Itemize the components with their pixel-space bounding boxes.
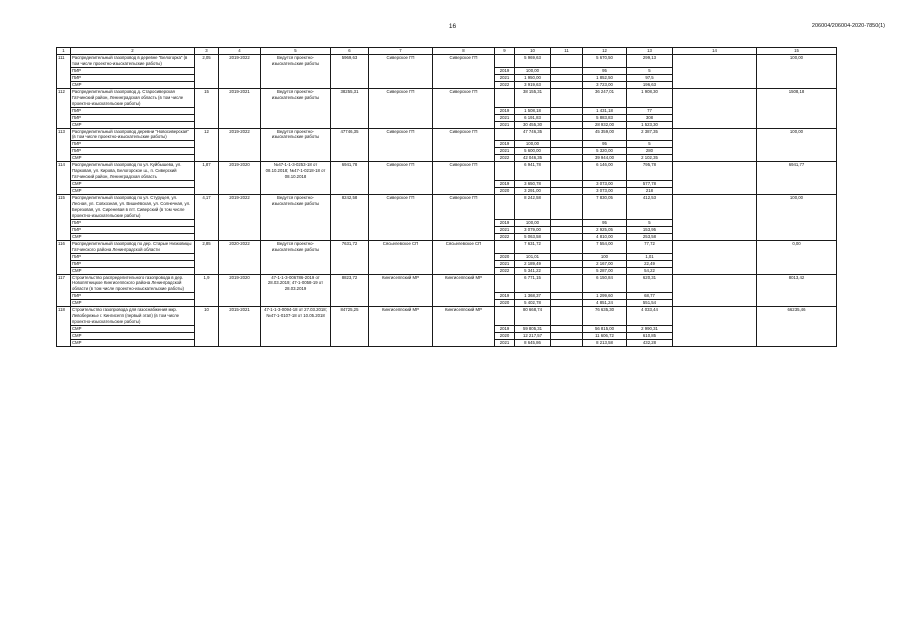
- financing-total: 5 063,58: [515, 233, 551, 240]
- spent-amount: 1508,18: [757, 88, 837, 128]
- financing-year: 2020: [495, 253, 515, 260]
- length-km: 2,05: [195, 55, 219, 89]
- financing-total: 100,00: [515, 141, 551, 148]
- object-row: [57, 162, 837, 181]
- column-number-13: 13: [627, 48, 673, 55]
- local-budget: 22,49: [627, 260, 673, 267]
- local-budget: 253,58: [627, 233, 673, 240]
- local-budget: 432,28: [627, 339, 673, 346]
- local-budget: 577,78: [627, 181, 673, 188]
- financing-total: 100,00: [515, 67, 551, 74]
- year-cell: [495, 88, 515, 107]
- municipality: Сиверское ГП: [433, 55, 495, 89]
- object-name: Строительство распределительного газопровода в дер. Новопятницкое Кингисеппского района Ленинградской области (в том числе проектно-изыскательские работы): [71, 274, 195, 293]
- federal-budget: [551, 67, 583, 74]
- financing-total: 80 668,74: [515, 307, 551, 326]
- financing-total: 30 455,30: [515, 121, 551, 128]
- federal-budget: [551, 162, 583, 181]
- column-number-4: 4: [219, 48, 261, 55]
- financing-total: 42 046,35: [515, 155, 551, 162]
- federal-budget: [551, 226, 583, 233]
- federal-budget: [551, 88, 583, 107]
- financing-total: 7 631,72: [515, 240, 551, 253]
- financing-year: 2021: [495, 114, 515, 121]
- object-name: Распределительный газопровод деревни "Новосиверская" (в том числе проектно-изыскательские работы): [71, 128, 195, 141]
- financing-total: 5 341,22: [515, 267, 551, 274]
- federal-budget: [551, 332, 583, 339]
- regional-budget: 95: [583, 141, 627, 148]
- financing-year: 2021: [495, 148, 515, 155]
- regional-budget: 4 810,00: [583, 233, 627, 240]
- local-budget: 299,13: [627, 55, 673, 68]
- other-sources: [673, 55, 757, 89]
- federal-budget: [551, 274, 583, 293]
- row-number: 111: [57, 55, 71, 89]
- other-sources: [673, 195, 757, 241]
- work-type: СМР: [71, 325, 195, 332]
- financing-total: 12 217,57: [515, 332, 551, 339]
- federal-budget: [551, 267, 583, 274]
- work-type: ПИР: [71, 74, 195, 81]
- spent-amount: 8013,42: [757, 274, 837, 307]
- customer: Сиверское ГП: [369, 195, 433, 241]
- financing-year: 2021: [495, 339, 515, 346]
- period: 2019-2022: [219, 195, 261, 241]
- financing-year: 2020: [495, 300, 515, 307]
- regional-budget: 28 932,00: [583, 121, 627, 128]
- work-type: СМР: [71, 155, 195, 162]
- period: 2020-2022: [219, 240, 261, 274]
- total-cost: 84725,25: [331, 307, 369, 347]
- customer: Сиверское ГП: [369, 88, 433, 128]
- local-budget: 1,01: [627, 253, 673, 260]
- local-budget: 551,54: [627, 300, 673, 307]
- period: 2019-2022: [219, 55, 261, 89]
- regional-budget: 36 247,01: [583, 88, 627, 107]
- customer: Кингисеппский МР: [369, 307, 433, 347]
- federal-budget: [551, 293, 583, 300]
- column-number-10: 10: [515, 48, 551, 55]
- municipality: Сиверское ГП: [433, 162, 495, 195]
- local-budget: 153,95: [627, 226, 673, 233]
- row-number: 118: [57, 307, 71, 347]
- financing-total: 1 368,37: [515, 293, 551, 300]
- municipality: Кингисеппский МР: [433, 307, 495, 347]
- local-budget: 5: [627, 67, 673, 74]
- expertise-status: Ведутся проектно-изыскательские работы: [261, 128, 331, 162]
- year-cell: [495, 274, 515, 293]
- object-row: [57, 88, 837, 107]
- local-budget: 280: [627, 148, 673, 155]
- length-km: 10: [195, 307, 219, 347]
- local-budget: 97,5: [627, 74, 673, 81]
- object-name: Строительство газопровода для газоснабжения мкр. Левобережье г. Кингисепп (первый этап) (в том числе проектно-изыскательские работы): [71, 307, 195, 326]
- object-name: Распределительный газопровод в деревне "Белогорка" (в том числе проектно-изыскательские работы): [71, 55, 195, 68]
- work-type: ПИР: [71, 107, 195, 114]
- local-budget: 54,22: [627, 267, 673, 274]
- work-type: СМР: [71, 121, 195, 128]
- financing-year: 2019: [495, 219, 515, 226]
- regional-budget: 39 944,00: [583, 155, 627, 162]
- regional-budget: 76 635,30: [583, 307, 627, 326]
- financing-year: 2020: [495, 188, 515, 195]
- period: 2019-2020: [219, 274, 261, 307]
- column-number-12: 12: [583, 48, 627, 55]
- local-budget: 77: [627, 107, 673, 114]
- financing-year: 2020: [495, 332, 515, 339]
- column-number-6: 6: [331, 48, 369, 55]
- period: 2015-2021: [219, 307, 261, 347]
- federal-budget: [551, 188, 583, 195]
- column-number-15: 15: [757, 48, 837, 55]
- financing-year: 2021: [495, 121, 515, 128]
- column-number-11: 11: [551, 48, 583, 55]
- financing-total: 5 600,00: [515, 148, 551, 155]
- object-row: [57, 195, 837, 220]
- financing-total: 38 155,31: [515, 88, 551, 107]
- local-budget: 5: [627, 219, 673, 226]
- row-number: 113: [57, 128, 71, 162]
- financing-total: 6 941,78: [515, 162, 551, 181]
- local-budget: 4 033,44: [627, 307, 673, 326]
- page-number: 16: [448, 23, 457, 30]
- federal-budget: [551, 181, 583, 188]
- municipality: Сясьелевское СП: [433, 240, 495, 274]
- other-sources: [673, 240, 757, 274]
- customer: Сясьелевское СП: [369, 240, 433, 274]
- regional-budget: 45 359,00: [583, 128, 627, 141]
- municipality: Кингисеппский МР: [433, 274, 495, 307]
- length-km: 4,17: [195, 195, 219, 241]
- customer: Кингисеппский МР: [369, 274, 433, 307]
- other-sources: [673, 128, 757, 162]
- financing-total: 3 919,63: [515, 81, 551, 88]
- federal-budget: [551, 114, 583, 121]
- length-km: 2,85: [195, 240, 219, 274]
- federal-budget: [551, 300, 583, 307]
- financing-year: 2022: [495, 267, 515, 274]
- federal-budget: [551, 325, 583, 332]
- total-cost: 7631,72: [331, 240, 369, 274]
- local-budget: 68,77: [627, 293, 673, 300]
- spent-amount: 100,00: [757, 55, 837, 89]
- work-type: ПИР: [71, 253, 195, 260]
- work-type: СМР: [71, 233, 195, 240]
- financing-total: 3 079,00: [515, 226, 551, 233]
- municipality: Сиверское ГП: [433, 195, 495, 241]
- column-number-3: 3: [195, 48, 219, 55]
- federal-budget: [551, 148, 583, 155]
- local-budget: 1 523,30: [627, 121, 673, 128]
- regional-budget: 7 554,00: [583, 240, 627, 253]
- regional-budget: 2 167,00: [583, 260, 627, 267]
- financing-total: 5 402,78: [515, 300, 551, 307]
- regional-budget: 7 830,05: [583, 195, 627, 220]
- regional-budget: 11 606,72: [583, 332, 627, 339]
- expertise-status: №47-1-1-3-0253-18 от 08.10.2018; №47-1-0218-18 от 08.10.2018: [261, 162, 331, 195]
- regional-budget: 3 073,00: [583, 188, 627, 195]
- regional-budget: 3 723,00: [583, 81, 627, 88]
- financing-total: 2 189,49: [515, 260, 551, 267]
- year-cell: [495, 55, 515, 68]
- regional-budget: 5 670,50: [583, 55, 627, 68]
- municipality: Сиверское ГП: [433, 128, 495, 162]
- federal-budget: [551, 233, 583, 240]
- financing-year: 2022: [495, 233, 515, 240]
- local-budget: 795,78: [627, 162, 673, 181]
- financing-total: 8 645,86: [515, 339, 551, 346]
- regional-budget: 6 146,00: [583, 162, 627, 181]
- financing-year: 2021: [495, 226, 515, 233]
- total-cost: 5969,63: [331, 55, 369, 89]
- period: 2019-2021: [219, 88, 261, 128]
- year-cell: [495, 195, 515, 220]
- federal-budget: [551, 107, 583, 114]
- federal-budget: [551, 339, 583, 346]
- work-type: ПИР: [71, 114, 195, 121]
- spent-amount: 100,00: [757, 195, 837, 241]
- column-number-8: 8: [433, 48, 495, 55]
- financing-year: 2019: [495, 293, 515, 300]
- column-number-7: 7: [369, 48, 433, 55]
- work-type: СМР: [71, 181, 195, 188]
- period: 2019-2022: [219, 128, 261, 162]
- financing-total: 3 650,78: [515, 181, 551, 188]
- financing-total: 6 191,83: [515, 114, 551, 121]
- other-sources: [673, 162, 757, 195]
- local-budget: 1 908,30: [627, 88, 673, 107]
- year-cell: [495, 162, 515, 181]
- financing-total: 47 746,35: [515, 128, 551, 141]
- regional-budget: 1 299,60: [583, 293, 627, 300]
- federal-budget: [551, 55, 583, 68]
- spent-amount: 66235,46: [757, 307, 837, 347]
- financing-total: 5 969,63: [515, 55, 551, 68]
- local-budget: 2 387,35: [627, 128, 673, 141]
- financing-year: 2019: [495, 181, 515, 188]
- object-row: [57, 128, 837, 141]
- local-budget: 412,53: [627, 195, 673, 220]
- regional-budget: 1 431,18: [583, 107, 627, 114]
- financing-year: 2022: [495, 81, 515, 88]
- work-type: СМР: [71, 332, 195, 339]
- expertise-status: Ведутся проектно-изыскательские работы: [261, 88, 331, 128]
- work-type: СМР: [71, 267, 195, 274]
- federal-budget: [551, 307, 583, 326]
- row-number: 116: [57, 240, 71, 274]
- customer: Сиверское ГП: [369, 162, 433, 195]
- federal-budget: [551, 74, 583, 81]
- local-budget: 610,85: [627, 332, 673, 339]
- column-number-5: 5: [261, 48, 331, 55]
- length-km: 1,9: [195, 274, 219, 307]
- length-km: 1,87: [195, 162, 219, 195]
- customer: Сиверское ГП: [369, 128, 433, 162]
- financing-total: 100,00: [515, 219, 551, 226]
- federal-budget: [551, 253, 583, 260]
- federal-budget: [551, 81, 583, 88]
- federal-budget: [551, 155, 583, 162]
- length-km: 15: [195, 88, 219, 128]
- financing-year: 2021: [495, 74, 515, 81]
- year-cell: [495, 240, 515, 253]
- row-number: 115: [57, 195, 71, 241]
- regional-budget: 8 213,58: [583, 339, 627, 346]
- local-budget: 77,72: [627, 240, 673, 253]
- federal-budget: [551, 141, 583, 148]
- financing-total: 6 771,15: [515, 274, 551, 293]
- object-row: [57, 274, 837, 293]
- local-budget: 308: [627, 114, 673, 121]
- local-budget: 218: [627, 188, 673, 195]
- regional-budget: 95: [583, 219, 627, 226]
- local-budget: 2 990,31: [627, 325, 673, 332]
- regional-budget: 4 851,24: [583, 300, 627, 307]
- object-name: Распределительный газопровод по ул. Куйбышева, ул. Парковая, ул. Кирова, Белогорское ш., п. Сиверский Гатчинский район, Ленинградская область: [71, 162, 195, 181]
- regional-budget: 2 925,05: [583, 226, 627, 233]
- spent-amount: 0,00: [757, 240, 837, 274]
- regional-budget: 1 852,50: [583, 74, 627, 81]
- local-budget: 196,63: [627, 81, 673, 88]
- financing-total: 101,01: [515, 253, 551, 260]
- object-name: Распределительный газопровод д. Старосиверская Гатчинский район, Ленинградская область (в том числе проектно-изыскательские работы): [71, 88, 195, 107]
- financing-year: 2019: [495, 141, 515, 148]
- expertise-status: Ведутся проектно-изыскательские работы: [261, 55, 331, 89]
- federal-budget: [551, 121, 583, 128]
- work-type: СМР: [71, 300, 195, 307]
- other-sources: [673, 88, 757, 128]
- financing-total: 8 242,58: [515, 195, 551, 220]
- length-km: 12: [195, 128, 219, 162]
- year-cell: [495, 128, 515, 141]
- work-type: СМР: [71, 339, 195, 346]
- regional-budget: 100: [583, 253, 627, 260]
- financing-total: 1 950,00: [515, 74, 551, 81]
- work-type: ПИР: [71, 293, 195, 300]
- work-type: ПИР: [71, 260, 195, 267]
- total-cost: 38255,31: [331, 88, 369, 128]
- total-cost: 47746,35: [331, 128, 369, 162]
- financing-year: 2019: [495, 107, 515, 114]
- federal-budget: [551, 260, 583, 267]
- register-table: [56, 47, 837, 347]
- financing-total: 59 805,31: [515, 325, 551, 332]
- federal-budget: [551, 128, 583, 141]
- federal-budget: [551, 240, 583, 253]
- column-number-14: 14: [673, 48, 757, 55]
- object-name: Распределительный газопровод по дер. Старые Низковицы Гатчинского района Ленинградской области: [71, 240, 195, 253]
- row-number: 117: [57, 274, 71, 307]
- financing-total: 3 291,00: [515, 188, 551, 195]
- object-row: [57, 55, 837, 68]
- other-sources: [673, 307, 757, 347]
- work-type: ПИР: [71, 141, 195, 148]
- work-type: СМР: [71, 188, 195, 195]
- register-table-body: [57, 48, 837, 347]
- financing-year: 2019: [495, 325, 515, 332]
- customer: Сиверское ГП: [369, 55, 433, 89]
- total-cost: 8242,58: [331, 195, 369, 241]
- work-type: СМР: [71, 81, 195, 88]
- work-type: ПИР: [71, 148, 195, 155]
- federal-budget: [551, 195, 583, 220]
- work-type: ПИР: [71, 67, 195, 74]
- local-budget: 620,31: [627, 274, 673, 293]
- financing-total: 1 508,18: [515, 107, 551, 114]
- regional-budget: 5 883,83: [583, 114, 627, 121]
- document-id: 206004/206004-2020-7850(1): [811, 23, 885, 29]
- regional-budget: 6 150,84: [583, 274, 627, 293]
- column-number-2: 2: [71, 48, 195, 55]
- object-row: [57, 240, 837, 253]
- object-name: Распределительный газопровод по ул. Стуруцея, ул. Лесная, ул. Совхозная, ул. Вишнёвская, ул. Солнечная, ул. Березовая, ул. Сиреневая в пгт. Сиверский (в том числе проектно-изыскательские работы): [71, 195, 195, 220]
- column-number-1: 1: [57, 48, 71, 55]
- regional-budget: 3 073,00: [583, 181, 627, 188]
- expertise-status: 47-1-1-3-0094-18 от 27.03.2018; №47-1-0107-18 от 10.05.2018: [261, 307, 331, 347]
- regional-budget: 5 287,00: [583, 267, 627, 274]
- local-budget: 5: [627, 141, 673, 148]
- municipality: Сиверское ГП: [433, 88, 495, 128]
- spent-amount: 6941,77: [757, 162, 837, 195]
- spent-amount: 100,00: [757, 128, 837, 162]
- work-type: ПИР: [71, 219, 195, 226]
- expertise-status: Ведутся проектно-изыскательские работы: [261, 240, 331, 274]
- other-sources: [673, 274, 757, 307]
- local-budget: 2 102,35: [627, 155, 673, 162]
- financing-year: 2022: [495, 155, 515, 162]
- column-number-row: [57, 48, 837, 55]
- expertise-status: 47-1-1-3-006786-2019 от 28.03.2019; 47-1-0058-19 от 28.03.2019: [261, 274, 331, 307]
- regional-budget: 5 320,00: [583, 148, 627, 155]
- regional-budget: 56 815,00: [583, 325, 627, 332]
- period: 2019-2020: [219, 162, 261, 195]
- object-row: [57, 307, 837, 326]
- work-type: ПИР: [71, 226, 195, 233]
- financing-year: 2019: [495, 67, 515, 74]
- expertise-status: Ведутся проектно-изыскательские работы: [261, 195, 331, 241]
- regional-budget: 95: [583, 67, 627, 74]
- total-cost: 8823,72: [331, 274, 369, 307]
- row-number: 112: [57, 88, 71, 128]
- row-number: 114: [57, 162, 71, 195]
- federal-budget: [551, 219, 583, 226]
- year-cell: [495, 307, 515, 326]
- financing-year: 2021: [495, 260, 515, 267]
- column-number-9: 9: [495, 48, 515, 55]
- total-cost: 6941,78: [331, 162, 369, 195]
